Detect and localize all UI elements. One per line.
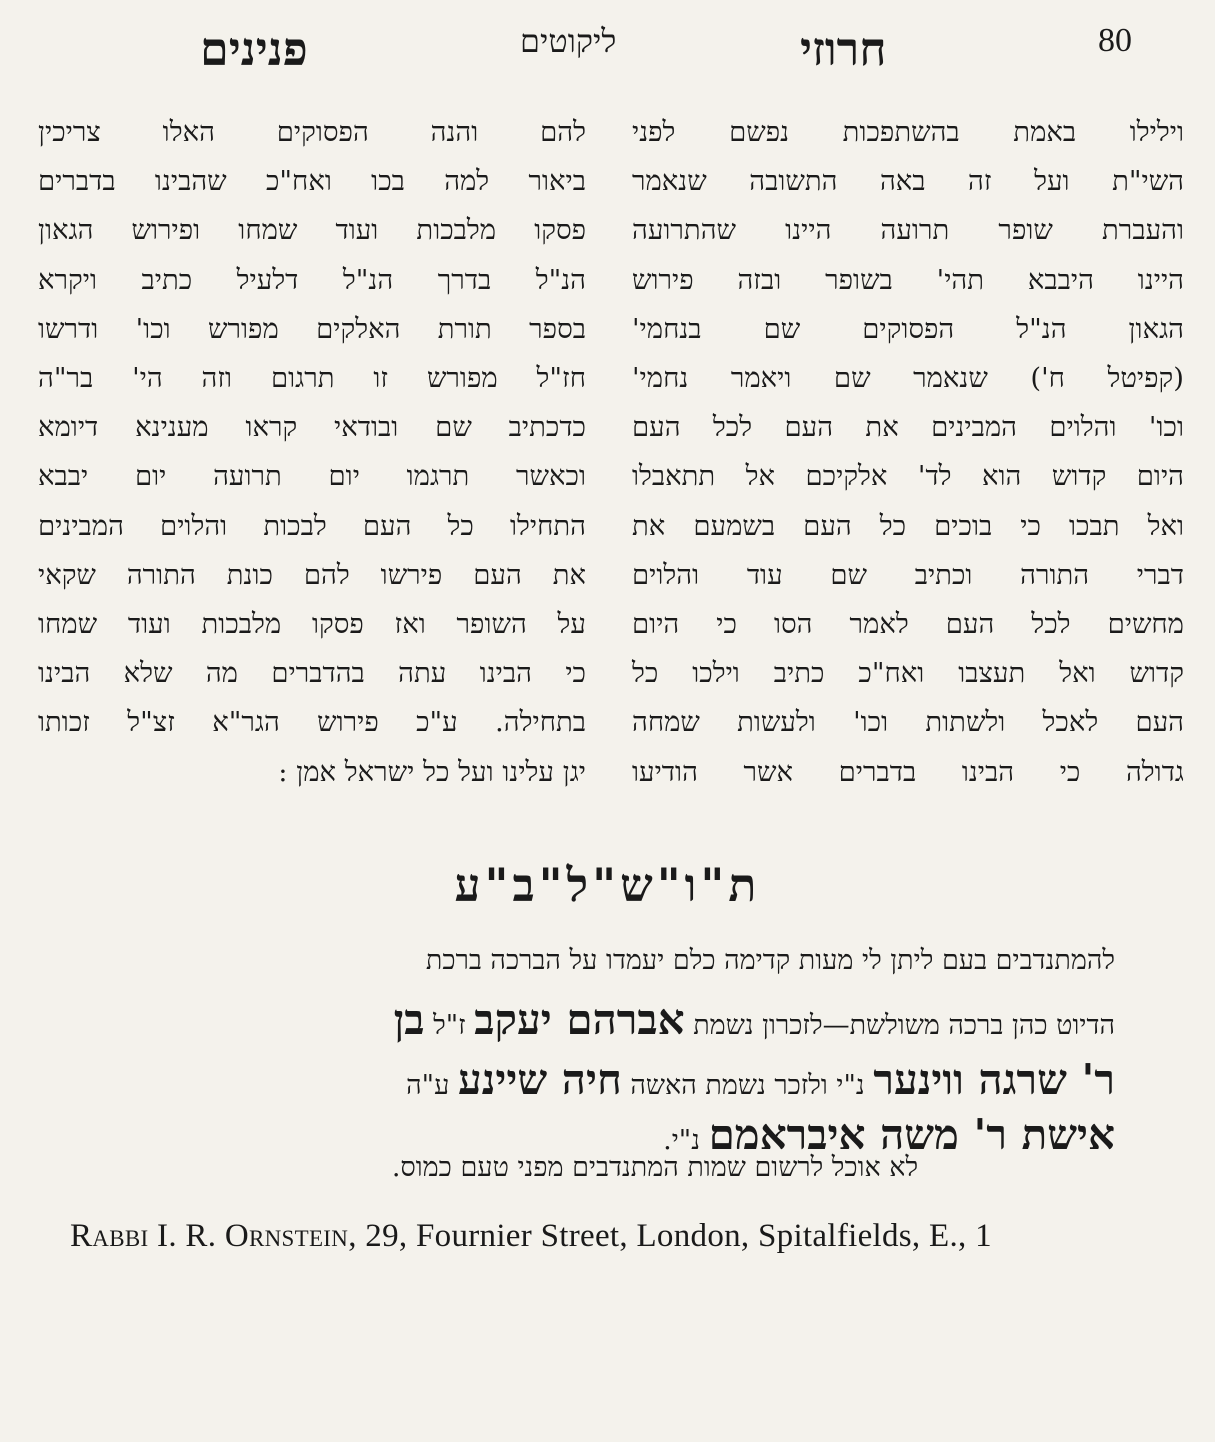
text-line: השי"ת ועל זה באה התשובה שנאמר [632, 165, 1184, 198]
dedication-name: חיה שיינע [457, 1055, 622, 1104]
dedication-text: הדיוט כהן ברכה משולשת—לזכרון נשמת [693, 1010, 1115, 1041]
dedication-name: ר' שרגה ווינער [873, 1055, 1115, 1104]
text-line: קדוש ואל תעצבו ואח"כ כתיב וילכו כל [632, 657, 1184, 690]
text-line: כדכתיב שם ובודאי קראו מענינא דיומא [38, 411, 586, 444]
text-line: העם לאכל ולשתות וכו' ולעשות שמחה [632, 706, 1184, 739]
dedication-name: בן [393, 995, 425, 1044]
text-line: הגאון הנ"ל הפסוקים שם בנחמי' [632, 312, 1184, 345]
text-line: וילילו באמת בהשתפכות נפשם לפני [632, 116, 1184, 148]
dedication-text: נ"י. [663, 1125, 700, 1156]
dedication-text: ז"ל [433, 1010, 466, 1041]
running-title-right: חרוזי [800, 22, 887, 76]
dedication-line [90, 995, 1115, 1045]
text-line: וכאשר תרגמו יום תרועה יום יבבא [38, 460, 586, 493]
text-line: מחשים לכל העם לאמר הסו כי היום [632, 608, 1184, 641]
dedication-line [200, 945, 1115, 976]
text-line: יגן עלינו ועל כל ישראל אמן : [278, 755, 586, 788]
text-line: בתחילה. ע"כ פירוש הגר"א זצ"ל זכותו [38, 706, 586, 739]
running-title-left: פנינים [200, 22, 308, 76]
text-line: על השופר ואז פסקו מלבכות ועוד שמחו [38, 608, 586, 641]
dedication-name: אברהם יעקב [474, 995, 685, 1044]
text-line: והעברת שופר תרועה היינו שהתרועה [632, 214, 1184, 247]
running-section: ליקוטים [520, 22, 617, 60]
text-line: פסקו מלבכות ועוד שמחו ופירוש הגאון [38, 214, 586, 247]
text-column-left [38, 108, 586, 797]
page-number: 80 [1098, 22, 1132, 59]
dedication-text: ע"ה [406, 1070, 450, 1101]
publisher-address [70, 1218, 1150, 1255]
text-line: התחילו כל העם לבכות והלוים המבינים [38, 509, 586, 542]
text-column-right [632, 108, 1184, 797]
text-line: ואל תבכו כי בוכים כל העם בשמעם את [632, 509, 1184, 542]
text-line: ביאור למה בכו ואח"כ שהבינו בדברים [38, 165, 586, 198]
text-line: היינו היבבא תהי' בשופר ובזה פירוש [632, 263, 1184, 296]
text-line: את העם פירשו להם כונת התורה שקאי [38, 558, 586, 591]
dedication-text: להמתנדבים בעם ליתן לי מעות קדימה כלם יעמדו על הברכה ברכת [425, 945, 1115, 976]
dedication-name: אישת ר' משה איבראמם [708, 1110, 1115, 1159]
dedication-line [45, 1055, 1115, 1105]
dedication-text: נ"י ולזכר נשמת האשה [630, 1070, 865, 1101]
text-line: כי הבינו עתה בהדברים מה שלא הבינו [38, 657, 586, 690]
text-line: היום קדוש הוא לד' אלקיכם אל תתאבלו [632, 460, 1184, 493]
text-line: בספר תורת האלקים מפורש וכו' ודרשו [38, 312, 586, 345]
address-title: Rabbi [70, 1218, 149, 1254]
text-line: גדולה כי הבינו בדברים אשר הודיעו [632, 755, 1184, 788]
text-line: (קפיטל ח') שנאמר שם ויאמר נחמי' [632, 362, 1184, 395]
text-line: דברי התורה וכתיב שם עוד והלוים [632, 558, 1184, 591]
year-heading: ת"ו"ש"ל"ב"ע [454, 858, 761, 912]
text-line: חז"ל מפורש זו תרגום וזה הי' בר"ה [38, 362, 586, 395]
dedication-note: לא אוכל לרשום שמות המתנדבים מפני טעם כמוס. [391, 1152, 919, 1183]
address-name: I. R. Ornstein [157, 1218, 349, 1254]
address-street: , 29, Fournier Street, London, Spitalfields, E., 1 [348, 1218, 992, 1254]
text-line: וכו' והלוים המבינים את העם לכל העם [632, 411, 1184, 444]
text-line: הנ"ל בדרך הנ"ל דלעיל כתיב ויקרא [38, 263, 586, 296]
text-line: להם והנה הפסוקים האלו צריכין [38, 116, 586, 148]
